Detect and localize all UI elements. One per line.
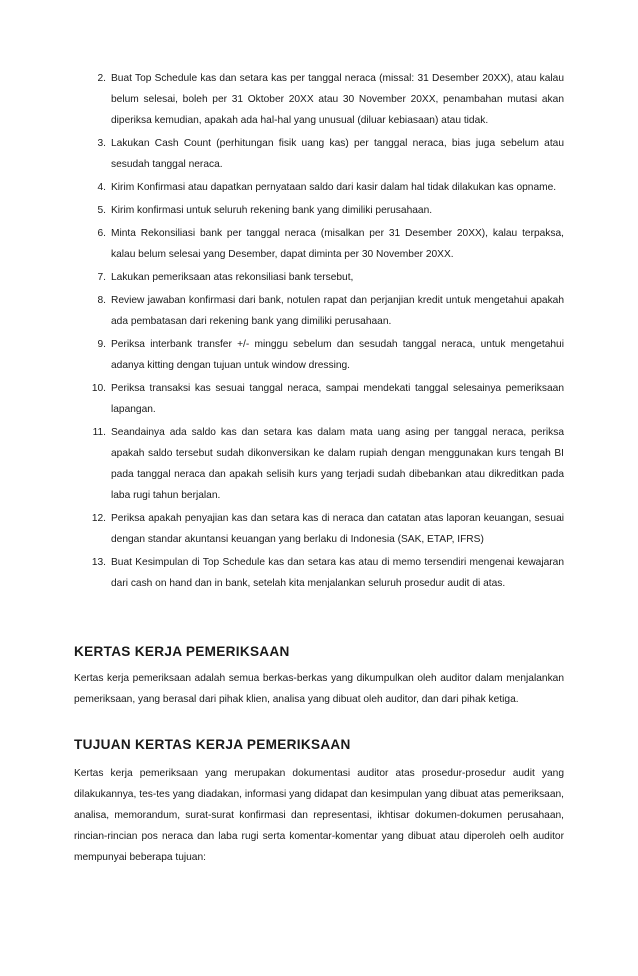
list-item-text: Minta Rekonsiliasi bank per tanggal neraca (misalkan per 31 Desember 20XX), kalau terpaksa, kalau belum selesai yang Desember, dapat diminta per 30 November 20XX. (111, 228, 564, 260)
list-item (80, 508, 564, 550)
list-item (80, 378, 564, 420)
list-item-number: 4. (97, 182, 106, 193)
list-item-text: Buat Kesimpulan di Top Schedule kas dan setara kas atau di memo tersendiri mengenai kewajaran dari cash on hand dan in bank, setelah kita menjalankan seluruh prosedur audit di atas. (111, 557, 564, 589)
list-item (80, 334, 564, 376)
list-item (80, 68, 564, 131)
list-item-number: 3. (97, 138, 106, 149)
list-item (80, 200, 564, 221)
list-item-number: 13. (91, 557, 106, 568)
list-item-text: Seandainya ada saldo kas dan setara kas dalam mata uang asing per tanggal neraca, periksa apakah saldo tersebut sudah dikonversikan ke dalam rupiah dengan menggunakan kurs tengah BI pada tanggal neraca dan apakah selisih kurs yang terjadi sudah dibebankan atau dikreditkan pada laba rugi tahun berjalan. (111, 427, 564, 501)
list-item-number: 11. (92, 427, 106, 438)
list-item-number: 12. (91, 513, 106, 524)
audit-procedure-list (80, 68, 564, 596)
list-item-text: Kirim Konfirmasi atau dapatkan pernyataan saldo dari kasir dalam hal tidak dilakukan kas opname. (111, 182, 557, 193)
section-paragraph-kertas-kerja: Kertas kerja pemeriksaan adalah semua berkas-berkas yang dikumpulkan oleh auditor dalam menjalankan pemeriksaan, yang berasal dari pihak klien, analisa yang dibuat oleh auditor, dan dari pihak ketiga. (74, 673, 564, 705)
list-item-text: Lakukan pemeriksaan atas rekonsiliasi bank tersebut, (111, 272, 354, 283)
list-item-text: Review jawaban konfirmasi dari bank, notulen rapat dan perjanjian kredit untuk mengetahui apakah ada pembatasan dari rekening bank yang dimiliki perusahaan. (111, 295, 564, 327)
list-item-text: Kirim konfirmasi untuk seluruh rekening bank yang dimiliki perusahaan. (111, 205, 433, 216)
list-item-text: Periksa apakah penyajian kas dan setara kas di neraca dan catatan atas laporan keuangan, sesuai dengan standar akuntansi keuangan yang berlaku di Indonesia (SAK, ETAP, IFRS) (111, 513, 564, 545)
list-item (80, 177, 564, 198)
list-item-number: 10. (91, 383, 106, 394)
list-item-text: Periksa interbank transfer +/- minggu sebelum dan sesudah tanggal neraca, untuk mengetahui adanya kitting dengan tujuan untuk window dressing. (111, 339, 564, 371)
list-item-text: Periksa transaksi kas sesuai tanggal neraca, sampai mendekati tanggal selesainya pemeriksaan lapangan. (111, 383, 564, 415)
list-item-number: 8. (97, 295, 106, 306)
section-paragraph-tujuan: Kertas kerja pemeriksaan yang merupakan dokumentasi auditor atas prosedur-prosedur audit yang dilakukannya, tes-tes yang diadakan, informasi yang didapat dan kesimpulan yang dibuat atas pemeriksaan, analisa, memorandum, surat-surat konfirmasi dan representasi, ikhtisar dokumen-dokumen perusahaan, rincian-rincian pos neraca dan laba rugi serta komentar-komentar yang dibuat atau diperoleh oelh auditor mempunyai beberapa tujuan: (74, 768, 564, 863)
list-item-number: 9. (97, 339, 106, 350)
section-heading-tujuan: TUJUAN KERTAS KERJA PEMERIKSAAN (74, 737, 351, 752)
list-item-number: 7. (97, 272, 106, 283)
list-item-number: 2. (97, 73, 106, 84)
section-heading-kertas-kerja: KERTAS KERJA PEMERIKSAAN (74, 644, 290, 659)
list-item (80, 290, 564, 332)
list-item (80, 422, 564, 506)
list-item (80, 223, 564, 265)
list-item (80, 133, 564, 175)
list-item-text: Buat Top Schedule kas dan setara kas per tanggal neraca (missal: 31 Desember 20XX), atau kalau belum selesai, boleh per 31 Oktober 20XX atau 30 November 20XX, penambahan mutasi akan diperiksa kemudian, apakah ada hal-hal yang unusual (diluar kebiasaan) atau tidak. (111, 73, 564, 126)
list-item-text: Lakukan Cash Count (perhitungan fisik uang kas) per tanggal neraca, bias juga sebelum atau sesudah tanggal neraca. (111, 138, 564, 170)
list-item (80, 552, 564, 594)
list-item (80, 267, 564, 288)
list-item-number: 5. (97, 205, 106, 216)
list-item-number: 6. (97, 228, 106, 239)
